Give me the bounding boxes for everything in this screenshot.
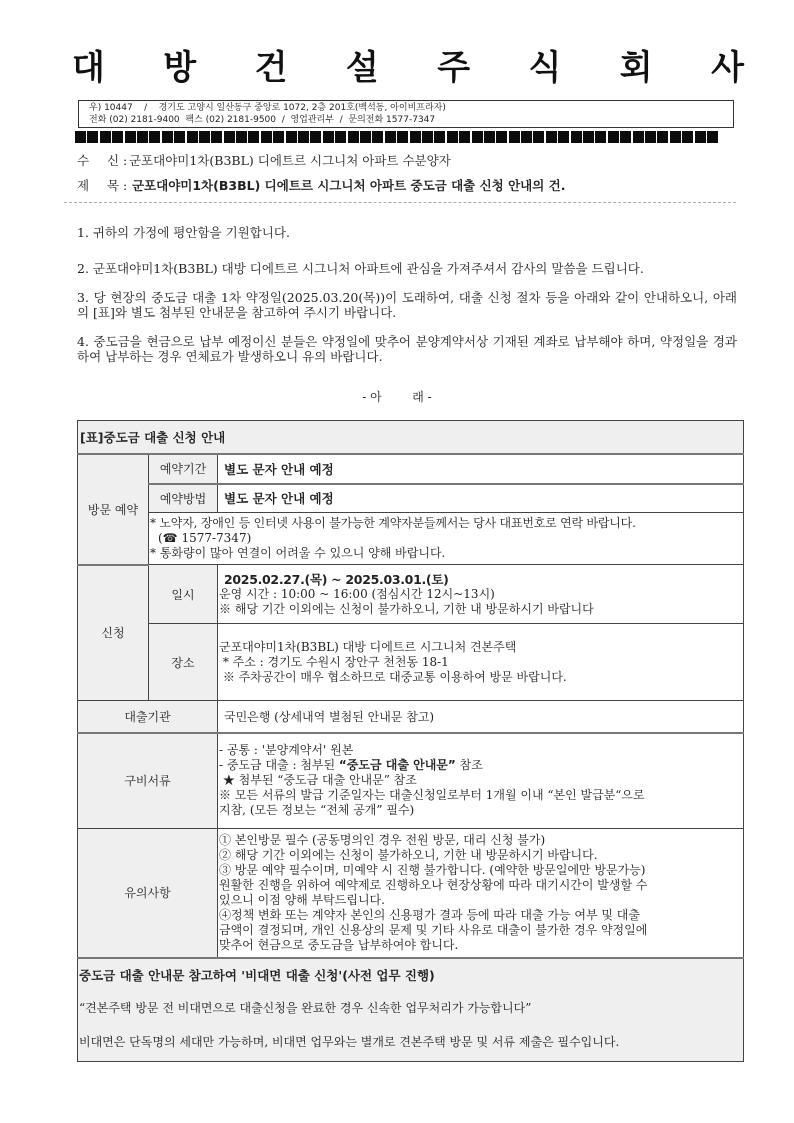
datetime-value xyxy=(218,565,744,624)
strip-square xyxy=(608,131,619,143)
strip-square xyxy=(75,131,86,143)
strip-square xyxy=(323,131,334,143)
place-label: 장소 xyxy=(149,624,218,701)
caution-line: 원활한 진행을 위하여 예약제로 진행하오나 현장상황에 따라 대기시간이 발생할 수 xyxy=(219,877,648,892)
table-title: [표]중도금 대출 신청 안내 xyxy=(78,421,744,454)
lender-label: 대출기관 xyxy=(78,701,218,733)
strip-square xyxy=(410,131,421,143)
strip-square xyxy=(224,131,235,143)
section-heading: - 아 래 - xyxy=(362,390,432,404)
strip-square xyxy=(657,131,668,143)
strip-square xyxy=(595,131,606,143)
place-value xyxy=(218,624,744,701)
strip-square xyxy=(459,131,470,143)
strip-square xyxy=(335,131,346,143)
strip-square xyxy=(533,131,544,143)
subject-label-2: 목 : xyxy=(107,178,128,193)
decorative-strip xyxy=(75,131,734,143)
strip-square xyxy=(211,131,222,143)
recipient-label-1: 수 xyxy=(77,153,90,168)
address-box xyxy=(78,100,734,128)
recipient-line xyxy=(77,151,451,169)
caution-line: ② 해당 기간 이외에는 신청이 불가하오니, 기한 내 방문하시기 바랍니다. xyxy=(219,847,598,862)
strip-square xyxy=(546,131,557,143)
documents-line: - 공통 : '분양계약서' 원본 xyxy=(219,743,354,758)
strip-square xyxy=(273,131,284,143)
title-char: 건 xyxy=(254,48,288,88)
strip-square xyxy=(472,131,483,143)
place-note: ※ 주차공간이 매우 협소하므로 대중교통 이용하여 방문 바랍니다. xyxy=(219,669,567,684)
visit-notes xyxy=(149,513,744,565)
remote-application-section xyxy=(78,958,744,1062)
strip-square xyxy=(125,131,136,143)
caution-line: 금액이 결정되며, 개인 신용상의 문제 및 기타 사유로 대출이 불가한 경우 약정일에 xyxy=(219,922,648,937)
strip-square xyxy=(509,131,520,143)
strip-square xyxy=(695,131,706,143)
strip-square xyxy=(199,131,210,143)
strip-square xyxy=(682,131,693,143)
documents-line: ※ 모든 서류의 발급 기준일자는 대출신청일로부터 1개월 이내 “본인 발급분“으로 xyxy=(219,788,645,803)
recipient-label-2: 신 : xyxy=(107,153,128,168)
subject-label-1: 제 xyxy=(77,178,90,193)
documents-value xyxy=(218,733,744,829)
lender-value: 국민은행 (상세내역 별첨된 안내문 참고) xyxy=(218,701,744,733)
method-value: 별도 문자 안내 예정 xyxy=(218,484,744,513)
paragraph-4: 4. 중도금을 현금으로 납부 예정이신 분들은 약정일에 맞추어 분양계약서상 기재된 계좌로 납부해야 하며, 약정일을 경과하여 납부하는 경우 연체료가 발생하오니 유의 바랍니다. xyxy=(77,334,737,364)
strip-square xyxy=(149,131,160,143)
paragraph-2: 2. 군포대야미1차(B3BL) 대방 디에트르 시그니처 아파트에 관심을 가져주셔서 감사의 말씀을 드립니다. xyxy=(77,261,644,276)
strip-square xyxy=(447,131,458,143)
caution-line: 맞추어 현금으로 중도금을 납부하여야 합니다. xyxy=(219,937,459,952)
strip-square xyxy=(670,131,681,143)
company-title xyxy=(72,44,744,92)
subject-line xyxy=(77,176,570,194)
strip-square xyxy=(310,131,321,143)
remote-title: 중도금 대출 안내문 참고하여 '비대면 대출 신청'(사전 업무 진행) xyxy=(79,967,435,983)
divider xyxy=(64,202,736,203)
recipient-value: 군포대야미1차(B3BL) 디에트르 시그니처 아파트 수분양자 xyxy=(128,153,451,168)
paragraph-1: 1. 귀하의 가정에 평안함을 기원합니다. xyxy=(77,225,290,240)
visit-note: (☎ 1577-7347) xyxy=(158,531,252,545)
strip-square xyxy=(286,131,297,143)
visit-note: * 통화량이 많아 연결이 어려울 수 있으니 양해 바랍니다. xyxy=(150,546,446,560)
strip-square xyxy=(261,131,272,143)
strip-square xyxy=(248,131,259,143)
visit-note: * 노약자, 장애인 등 인터넷 사용이 불가능한 계약자분들께서는 당사 대표번호로 연락 바랍니다. xyxy=(150,516,636,530)
strip-square xyxy=(434,131,445,143)
strip-square xyxy=(187,131,198,143)
strip-square xyxy=(645,131,656,143)
paragraph-3: 3. 당 현장의 중도금 대출 1차 약정일(2025.03.20(목))이 도래하여, 대출 신청 절차 등을 아래와 같이 안내하오니, 아래의 [표]와 별도 첨부된 안내문을 참고하여 주시기 바랍니다. xyxy=(77,290,737,320)
strip-square xyxy=(496,131,507,143)
strip-square xyxy=(348,131,359,143)
strip-square xyxy=(360,131,371,143)
strip-square xyxy=(583,131,594,143)
method-label: 예약방법 xyxy=(149,484,218,513)
caution-line: ① 본인방문 필수 (공동명의인 경우 전원 방문, 대리 신청 불가) xyxy=(219,832,546,847)
strip-square xyxy=(100,131,111,143)
strip-square xyxy=(385,131,396,143)
date-range: 2025.02.27.(목) ~ 2025.03.01.(토) xyxy=(224,571,449,587)
strip-square xyxy=(174,131,185,143)
place-name: 군포대야미1차(B3BL) 대방 디에트르 시그니처 견본주택 xyxy=(219,639,517,654)
strip-square xyxy=(633,131,644,143)
caution-line: 있으니 이점 양해 부탁드립니다. xyxy=(219,892,385,907)
contact-line: 전화 (02) 2181-9400 팩스 (02) 2181-9500 / 영업관리부 / 문의전화 1577-7347 xyxy=(89,115,436,125)
caution-line: ③ 방문 예약 필수이며, 미예약 시 진행 불가합니다. (예약한 방문일에만 방문가능) xyxy=(219,862,646,877)
title-char: 방 xyxy=(163,48,197,88)
strip-square xyxy=(620,131,631,143)
strip-square xyxy=(484,131,495,143)
strip-square xyxy=(137,131,148,143)
loan-info-table xyxy=(77,420,744,1062)
period-value: 별도 문자 안내 예정 xyxy=(218,454,744,484)
strip-square xyxy=(558,131,569,143)
title-char: 주 xyxy=(437,48,471,88)
subject-value: 군포대야미1차(B3BL) 디에트르 시그니처 아파트 중도금 대출 신청 안내의 건. xyxy=(129,178,570,193)
strip-square xyxy=(372,131,383,143)
strip-square xyxy=(162,131,173,143)
documents-line: - 중도금 대출 : 첨부된 “중도금 대출 안내문” 참조 xyxy=(219,758,483,773)
title-char: 사 xyxy=(711,48,744,88)
title-char: 회 xyxy=(619,48,653,88)
title-char: 설 xyxy=(345,48,379,88)
strip-square xyxy=(236,131,247,143)
strip-square xyxy=(87,131,98,143)
strip-square xyxy=(521,131,532,143)
visit-label: 방문 예약 xyxy=(78,454,149,565)
strip-square xyxy=(422,131,433,143)
place-address: * 주소 : 경기도 수원시 장안구 천천동 18-1 xyxy=(219,654,449,669)
caution-line: ④정책 변화 또는 계약자 본인의 신용평가 결과 등에 따라 대출 가능 여부 및 대출 xyxy=(219,907,640,922)
operating-hours: 운영 시간 : 10:00 ~ 16:00 (점심시간 12시~13시) xyxy=(219,586,495,601)
strip-square xyxy=(571,131,582,143)
remote-line-2: 비대면은 단독명의 세대만 가능하며, 비대면 업무와는 별개로 견본주택 방문 및 서류 제출은 필수입니다. xyxy=(79,1034,620,1049)
title-char: 식 xyxy=(528,48,562,88)
remote-line-1: “견본주택 방문 전 비대면으로 대출신청을 완료한 경우 신속한 업무처리가 가능합니다” xyxy=(79,1000,532,1015)
datetime-label: 일시 xyxy=(149,565,218,624)
documents-line: 지참, (모든 정보는 “전체 공개” 필수) xyxy=(219,803,415,818)
strip-square xyxy=(397,131,408,143)
documents-line: ★ 첨부된 “중도금 대출 안내문” 참조 xyxy=(219,773,417,788)
apply-label: 신청 xyxy=(78,565,149,701)
period-label: 예약기간 xyxy=(149,454,218,484)
cautions-label: 유의사항 xyxy=(78,829,218,958)
strip-square xyxy=(112,131,123,143)
guide-doc-name: “중도금 대출 안내문” xyxy=(338,758,456,773)
strip-square xyxy=(707,131,718,143)
cautions-value xyxy=(218,829,744,958)
documents-label: 구비서류 xyxy=(78,733,218,829)
strip-square xyxy=(298,131,309,143)
datetime-note: ※ 해당 기간 이외에는 신청이 불가하오니, 기한 내 방문하시기 바랍니다 xyxy=(219,601,594,616)
address-line: 우) 10447 / 경기도 고양시 일산동구 중앙로 1072, 2층 201호(백석동, 아이비프라자) xyxy=(89,103,446,113)
title-char: 대 xyxy=(72,48,105,88)
